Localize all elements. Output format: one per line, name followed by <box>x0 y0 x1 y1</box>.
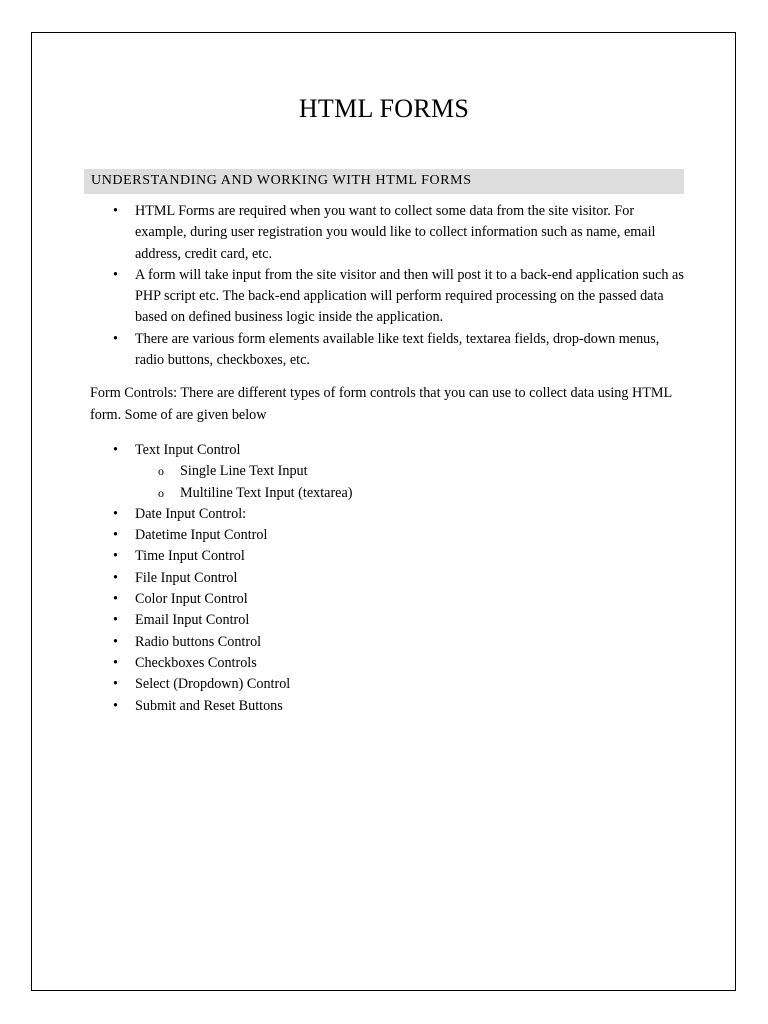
list-item-text: Time Input Control <box>135 548 245 565</box>
bullet-glyph: • <box>113 697 118 714</box>
sub-list-item <box>135 483 686 504</box>
bullet-glyph: • <box>113 612 118 629</box>
section-heading: UNDERSTANDING AND WORKING WITH HTML FORMS <box>91 173 472 188</box>
bullet-glyph: • <box>113 527 118 544</box>
list-item <box>90 329 686 372</box>
list-item-text: A form will take input from the site visitor and then will post it to a back-end application such as PHP script etc. The back-end application will perform required processing on the passed data based on defined business logic inside the application. <box>135 266 684 326</box>
list-item <box>90 610 686 631</box>
sub-bullet-glyph: o <box>158 464 164 479</box>
document-title: HTML FORMS <box>298 94 470 123</box>
list-item-text: HTML Forms are required when you want to collect some data from the site visitor. For example, during user registration you would like to collect information such as name, email address, credit card, etc. <box>135 203 656 262</box>
list-item-text: File Input Control <box>135 569 238 586</box>
bullet-glyph: • <box>113 330 118 347</box>
document-body <box>90 201 686 717</box>
bullet-glyph: • <box>113 569 118 586</box>
bullet-glyph: • <box>113 203 118 219</box>
bullet-glyph: • <box>113 505 118 522</box>
bullet-glyph: • <box>113 266 118 283</box>
list-item-text: Checkboxes Controls <box>135 654 257 671</box>
list-item <box>90 696 686 717</box>
bullet-glyph: • <box>113 548 118 565</box>
list-item-text: Select (Dropdown) Control <box>135 676 291 693</box>
list-item <box>90 525 686 546</box>
form-controls-list <box>90 440 686 717</box>
form-controls-paragraph: Form Controls: There are different types of form controls that you can use to collect data using HTML form. Some of are given below <box>90 385 672 423</box>
list-item-text: Date Input Control: <box>135 505 247 522</box>
bullet-glyph: • <box>113 676 118 693</box>
list-item <box>90 653 686 674</box>
list-item <box>90 568 686 589</box>
intro-bullet-list <box>90 201 686 371</box>
sub-list-item-text: Multiline Text Input (textarea) <box>180 484 353 501</box>
list-item-text: Datetime Input Control <box>135 527 268 544</box>
list-item <box>90 546 686 567</box>
bullet-glyph: • <box>113 654 118 671</box>
list-item-text: Text Input Control <box>135 441 241 458</box>
list-item <box>90 201 686 265</box>
sub-bullet-glyph: o <box>158 485 164 500</box>
list-item-text: Color Input Control <box>135 591 248 608</box>
list-item-text: Radio buttons Control <box>135 633 262 650</box>
list-item <box>90 504 686 525</box>
sub-list-item <box>135 461 686 482</box>
list-item <box>90 440 686 504</box>
bullet-glyph: • <box>113 441 118 458</box>
bullet-glyph: • <box>113 633 118 650</box>
list-item-text: There are various form elements available like text fields, textarea fields, drop-down menus, radio buttons, checkboxes, etc. <box>135 330 660 369</box>
list-item <box>90 265 686 329</box>
sub-list <box>135 461 686 504</box>
list-item-text: Submit and Reset Buttons <box>135 697 283 714</box>
sub-list-item-text: Single Line Text Input <box>180 463 308 480</box>
bullet-glyph: • <box>113 591 118 608</box>
list-item <box>90 674 686 695</box>
list-item <box>90 589 686 610</box>
list-item <box>90 632 686 653</box>
list-item-text: Email Input Control <box>135 612 250 629</box>
